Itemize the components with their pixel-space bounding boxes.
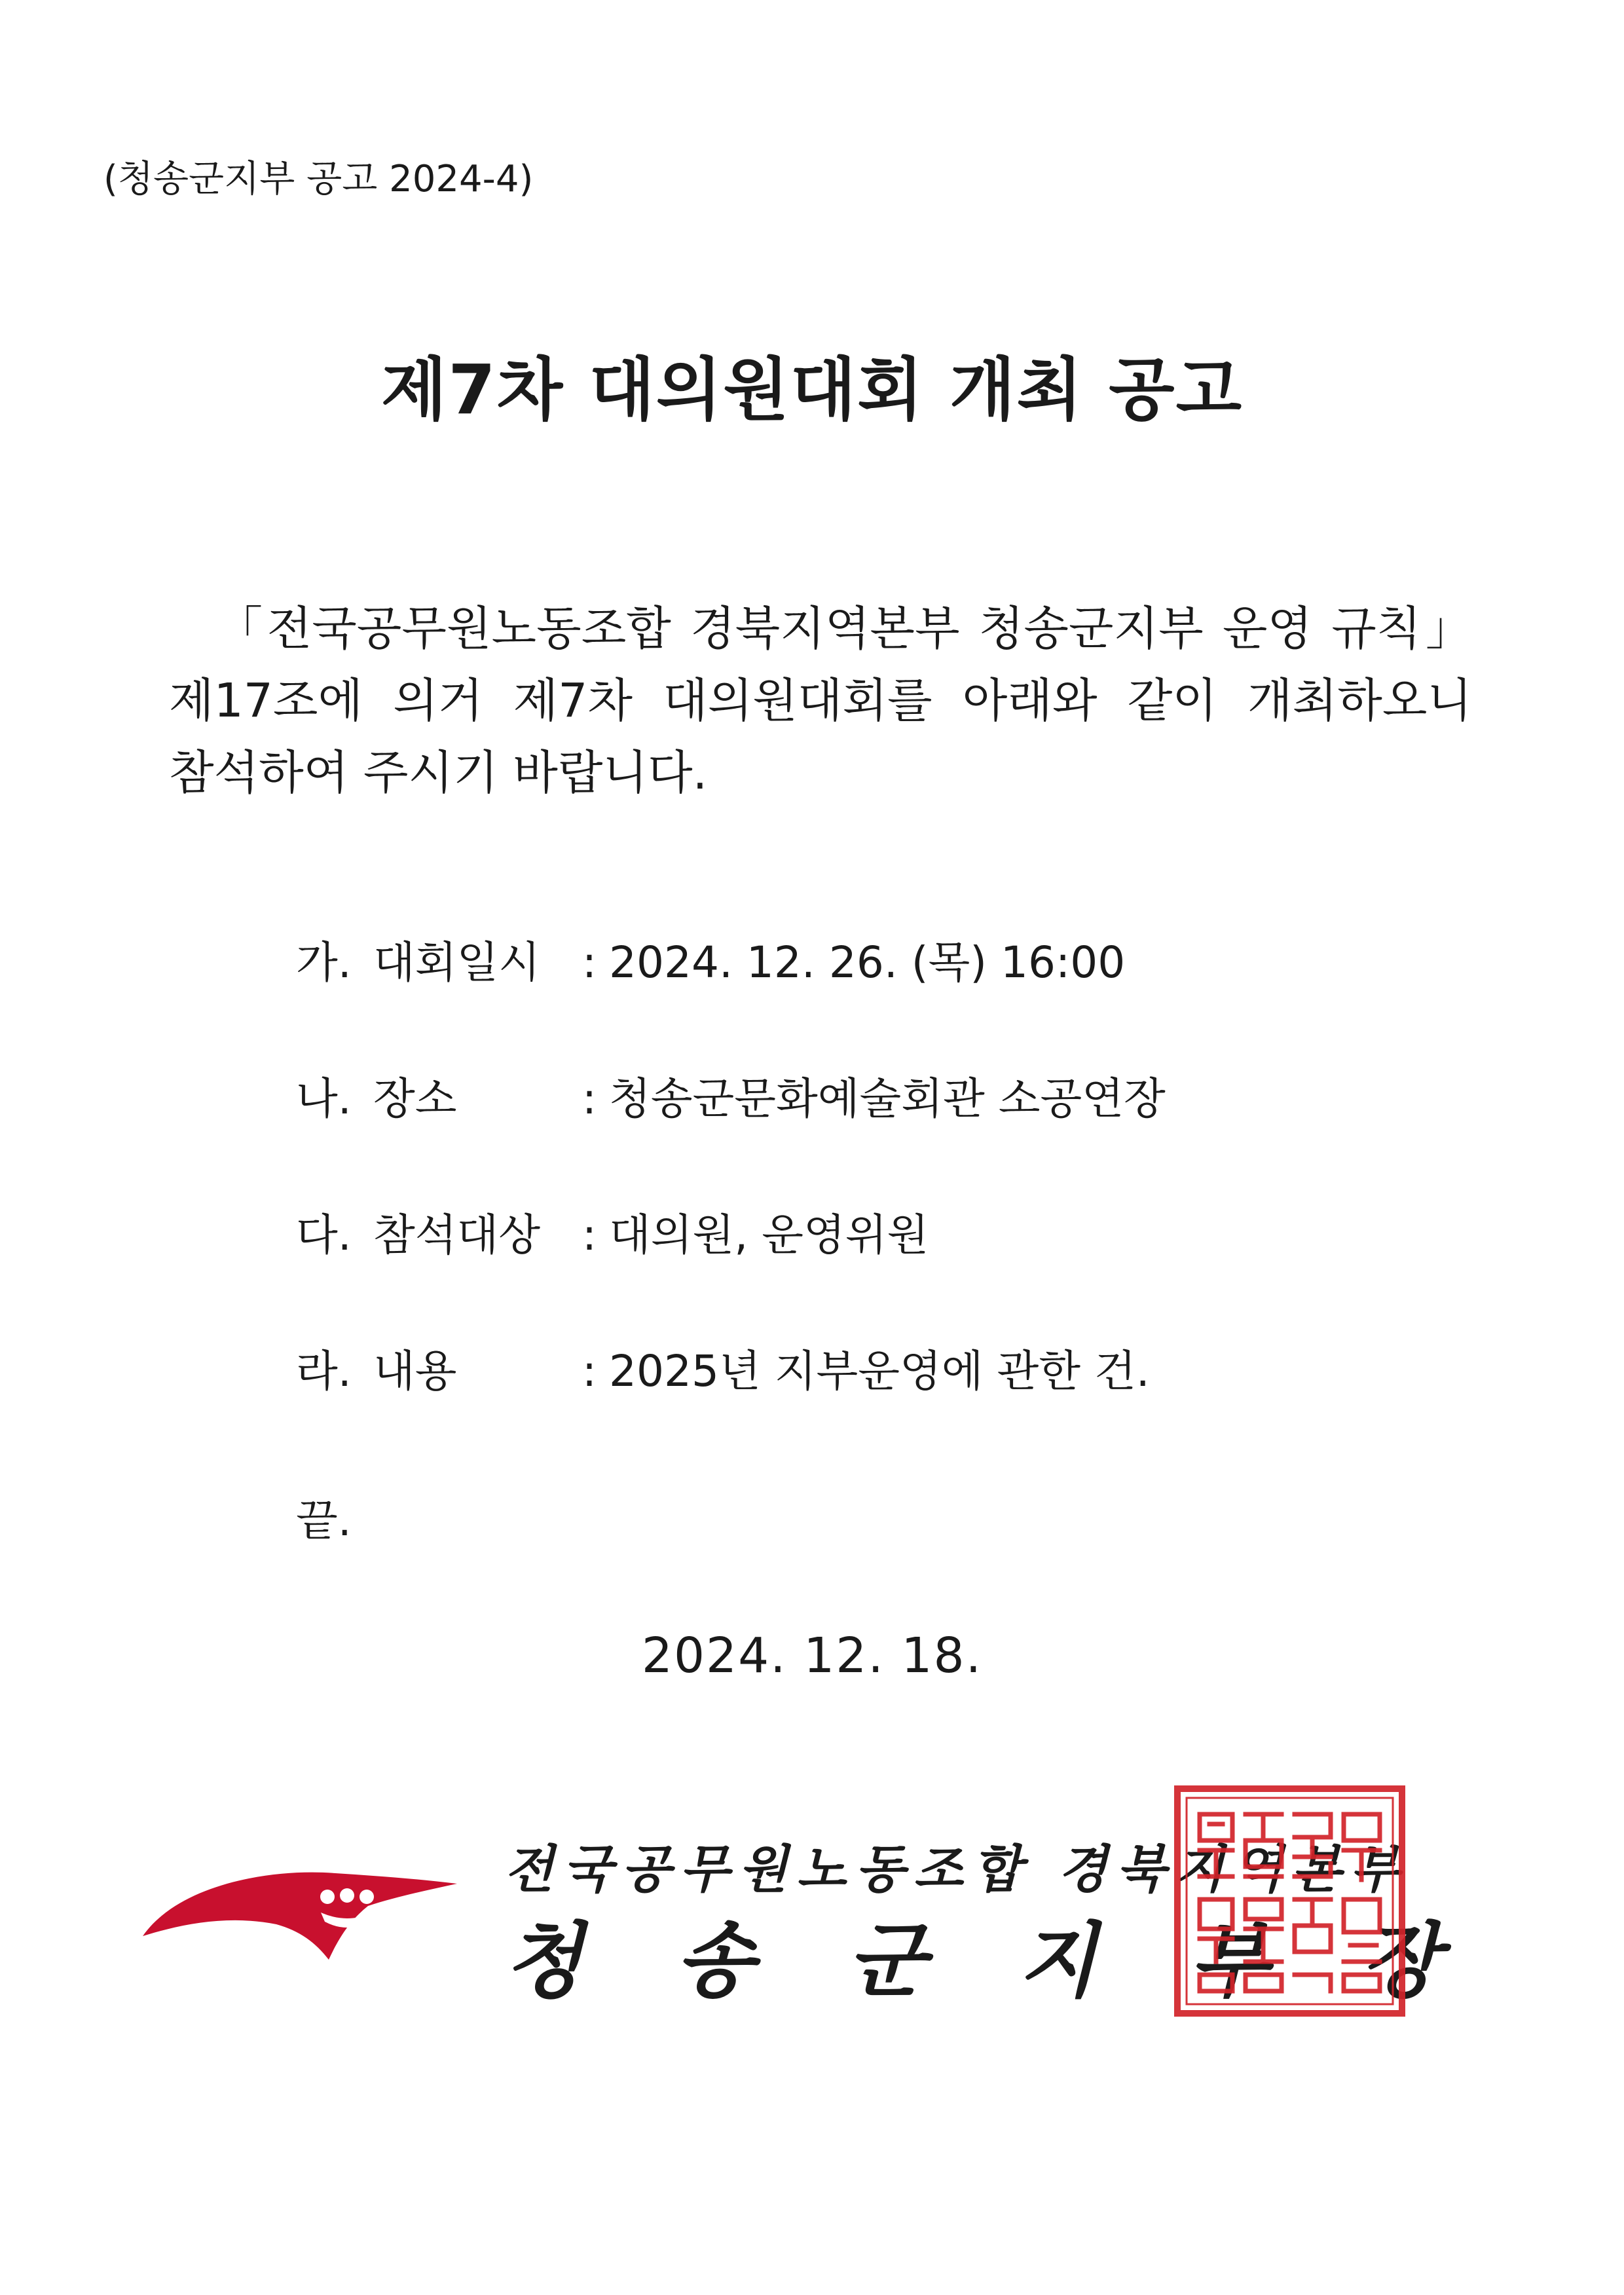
- document-date: 2024. 12. 18.: [641, 1628, 983, 1684]
- item-value: 대의원, 운영위원: [609, 1210, 929, 1260]
- item-colon: :: [581, 1073, 597, 1124]
- detail-item-venue: [296, 1070, 1166, 1206]
- item-value: 2025년 지부운영에 관한 건.: [609, 1346, 1150, 1396]
- item-mark: 나.: [296, 1073, 352, 1124]
- document-title: 제7차 대의원대회 개최 공고: [380, 350, 1244, 430]
- item-label: 내용: [373, 1346, 457, 1396]
- logo-dot-left: [320, 1890, 335, 1904]
- intro-paragraph: [169, 593, 1472, 809]
- details-list: [296, 933, 1166, 1478]
- item-mark: 가.: [296, 937, 352, 988]
- logo-dot-middle: [340, 1888, 354, 1903]
- item-mark: 다.: [296, 1210, 352, 1260]
- detail-item-datetime: [296, 933, 1166, 1070]
- end-mark: 끝.: [296, 1495, 352, 1546]
- union-logo: [139, 1859, 460, 1964]
- item-label: 대회일시: [373, 937, 541, 988]
- detail-item-attendees: [296, 1206, 1166, 1342]
- official-seal-icon: [1173, 1785, 1406, 2017]
- issuer-organization: 전국공무원노동조합 경북지역본부: [504, 1840, 1409, 1899]
- notice-number: (청송군지부 공고 2024-4): [103, 158, 534, 200]
- item-value: 청송군문화예술회관 소공연장: [609, 1073, 1166, 1124]
- item-colon: :: [581, 937, 597, 988]
- item-value: 2024. 12. 26. (목) 16:00: [609, 937, 1126, 988]
- detail-item-agenda: [296, 1342, 1166, 1478]
- logo-swoosh: [143, 1873, 457, 1960]
- item-label: 장소: [373, 1073, 457, 1124]
- item-colon: :: [581, 1346, 597, 1396]
- intro-line-1: 「전국공무원노동조합 경북지역본부 청송군지부 운영 규칙」: [216, 601, 1472, 656]
- logo-dot-right: [360, 1890, 374, 1904]
- item-colon: :: [581, 1210, 597, 1260]
- issuer-branch-head: 청송군지부장: [504, 1914, 1533, 2009]
- intro-line-3: 참석하여 주시기 바랍니다.: [169, 745, 708, 800]
- item-mark: 라.: [296, 1346, 352, 1396]
- intro-line-2: 제17조에 의거 제7차 대의원대회를 아래와 같이 개최하오니: [169, 673, 1472, 728]
- item-label: 참석대상: [373, 1210, 541, 1260]
